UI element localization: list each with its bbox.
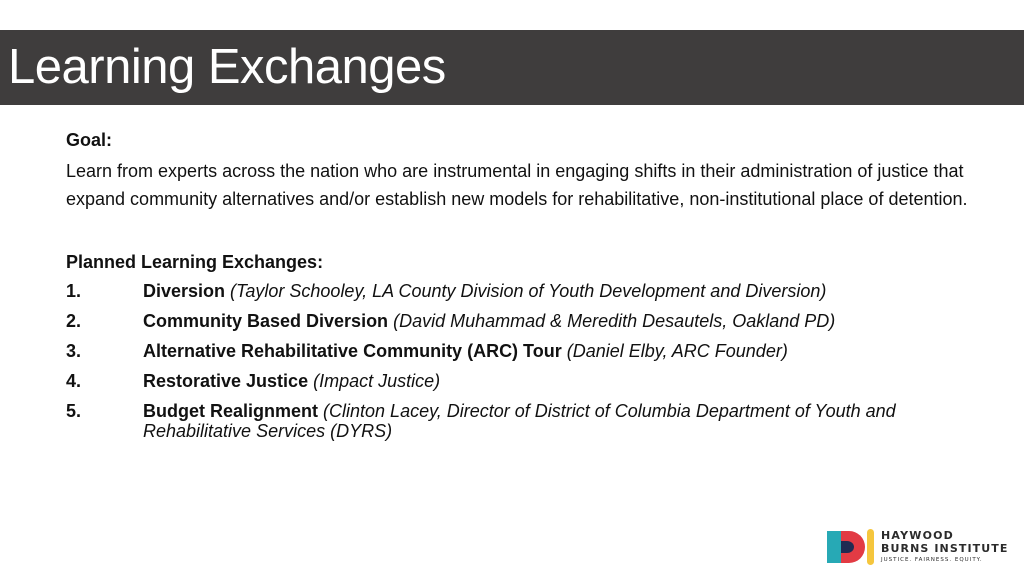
list-item: [66, 401, 976, 441]
item-name: Diversion: [143, 281, 226, 301]
list-item: [66, 281, 976, 301]
item-number: 4.: [66, 371, 82, 391]
item-detail: (Daniel Elby, ARC Founder): [566, 341, 788, 361]
list-item: [66, 371, 976, 391]
item-name: Community Based Diversion: [143, 311, 389, 331]
title-bar: [0, 30, 1024, 105]
item-number: 2.: [66, 311, 82, 331]
goal-text: Learn from experts across the nation who are instrumental in engaging shifts in their administration of justice that expand community alternatives and/or establish new models for rehabilitative, non-institutional place of detention.: [66, 161, 968, 209]
item-number: 1.: [66, 281, 82, 301]
slide-content: [66, 128, 976, 451]
logo-line2: BURNS INSTITUTE: [881, 542, 1009, 555]
item-detail: (Impact Justice): [313, 371, 441, 391]
logo-yellow-bar: [867, 529, 874, 565]
item-number: 5.: [66, 401, 82, 421]
item-detail: (Taylor Schooley, LA County Division of Youth Development and Diversion): [230, 281, 827, 301]
logo-line1: HAYWOOD: [881, 529, 954, 542]
list-item: [66, 341, 976, 361]
logo-text: [881, 529, 1009, 564]
planned-heading: Planned Learning Exchanges:: [66, 252, 324, 272]
item-detail: (Clinton Lacey, Director of District of Columbia Department of Youth and Rehabilitative Services (DYRS): [143, 401, 896, 441]
list-item: [66, 311, 976, 331]
item-detail: (David Muhammad & Meredith Desautels, Oakland PD): [393, 311, 836, 331]
item-name: Restorative Justice: [143, 371, 309, 391]
item-name: Alternative Rehabilitative Community (ARC) Tour: [143, 341, 562, 361]
page-title: Learning Exchanges: [8, 40, 446, 94]
haywood-burns-logo: [827, 525, 1009, 571]
logo-tagline: JUSTICE. FAIRNESS. EQUITY.: [881, 557, 983, 563]
item-name: Budget Realignment: [143, 401, 319, 421]
exchange-list: [66, 281, 976, 441]
goal-heading: Goal:: [66, 130, 113, 150]
hbi-logo-icon: [827, 525, 877, 569]
item-number: 3.: [66, 341, 82, 361]
